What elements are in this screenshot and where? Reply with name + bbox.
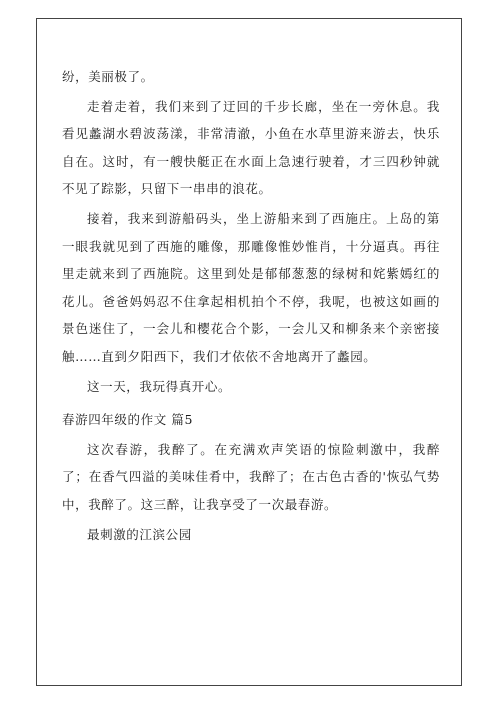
paragraph-conclusion: 这一天，我玩得真开心。 [87, 378, 232, 394]
paragraph-corridor: 走着走着，我们来到了迂回的千步长廊，坐在一旁休息。我看见蠡湖水碧波荡漾，非常清澈，小鱼在水草里游来游去，快乐自在。这时，有一艘快艇正在水面上急速行驶着，才三四秒钟就不见了踪影，只留下一串串的浪花。 [62, 98, 440, 197]
paragraph-continuation: 纷，美丽极了。 [62, 69, 154, 84]
document-body [62, 63, 440, 548]
paragraph-xishi-village: 接着，我来到游船码头，坐上游船来到了西施庄。上岛的第一眼我就见到了西施的雕像，那雕像惟妙惟肖，十分逼真。再往里走就来到了西施院。这里到处是郁郁葱葱的绿树和姹紫嫣红的花儿。爸爸妈妈忍不住拿起相机拍个不停，我呢，也被这如画的景色迷住了，一会儿和樱花合个影，一会儿又和柳条来个亲密接触……直到夕阳西下，我们才依依不舍地离开了蠡园。 [62, 210, 440, 364]
paragraph-intro: 这次春游，我醉了。在充满欢声笑语的惊险刺激中，我醉了；在香气四溢的美味佳肴中，我醉了；在古色古香的'恢弘气势中，我醉了。这三醉，让我享受了一次最春游。 [62, 441, 440, 512]
section-heading: 春游四年级的作文 篇5 [62, 412, 194, 428]
subsection-heading: 最刺激的江滨公园 [87, 526, 192, 542]
